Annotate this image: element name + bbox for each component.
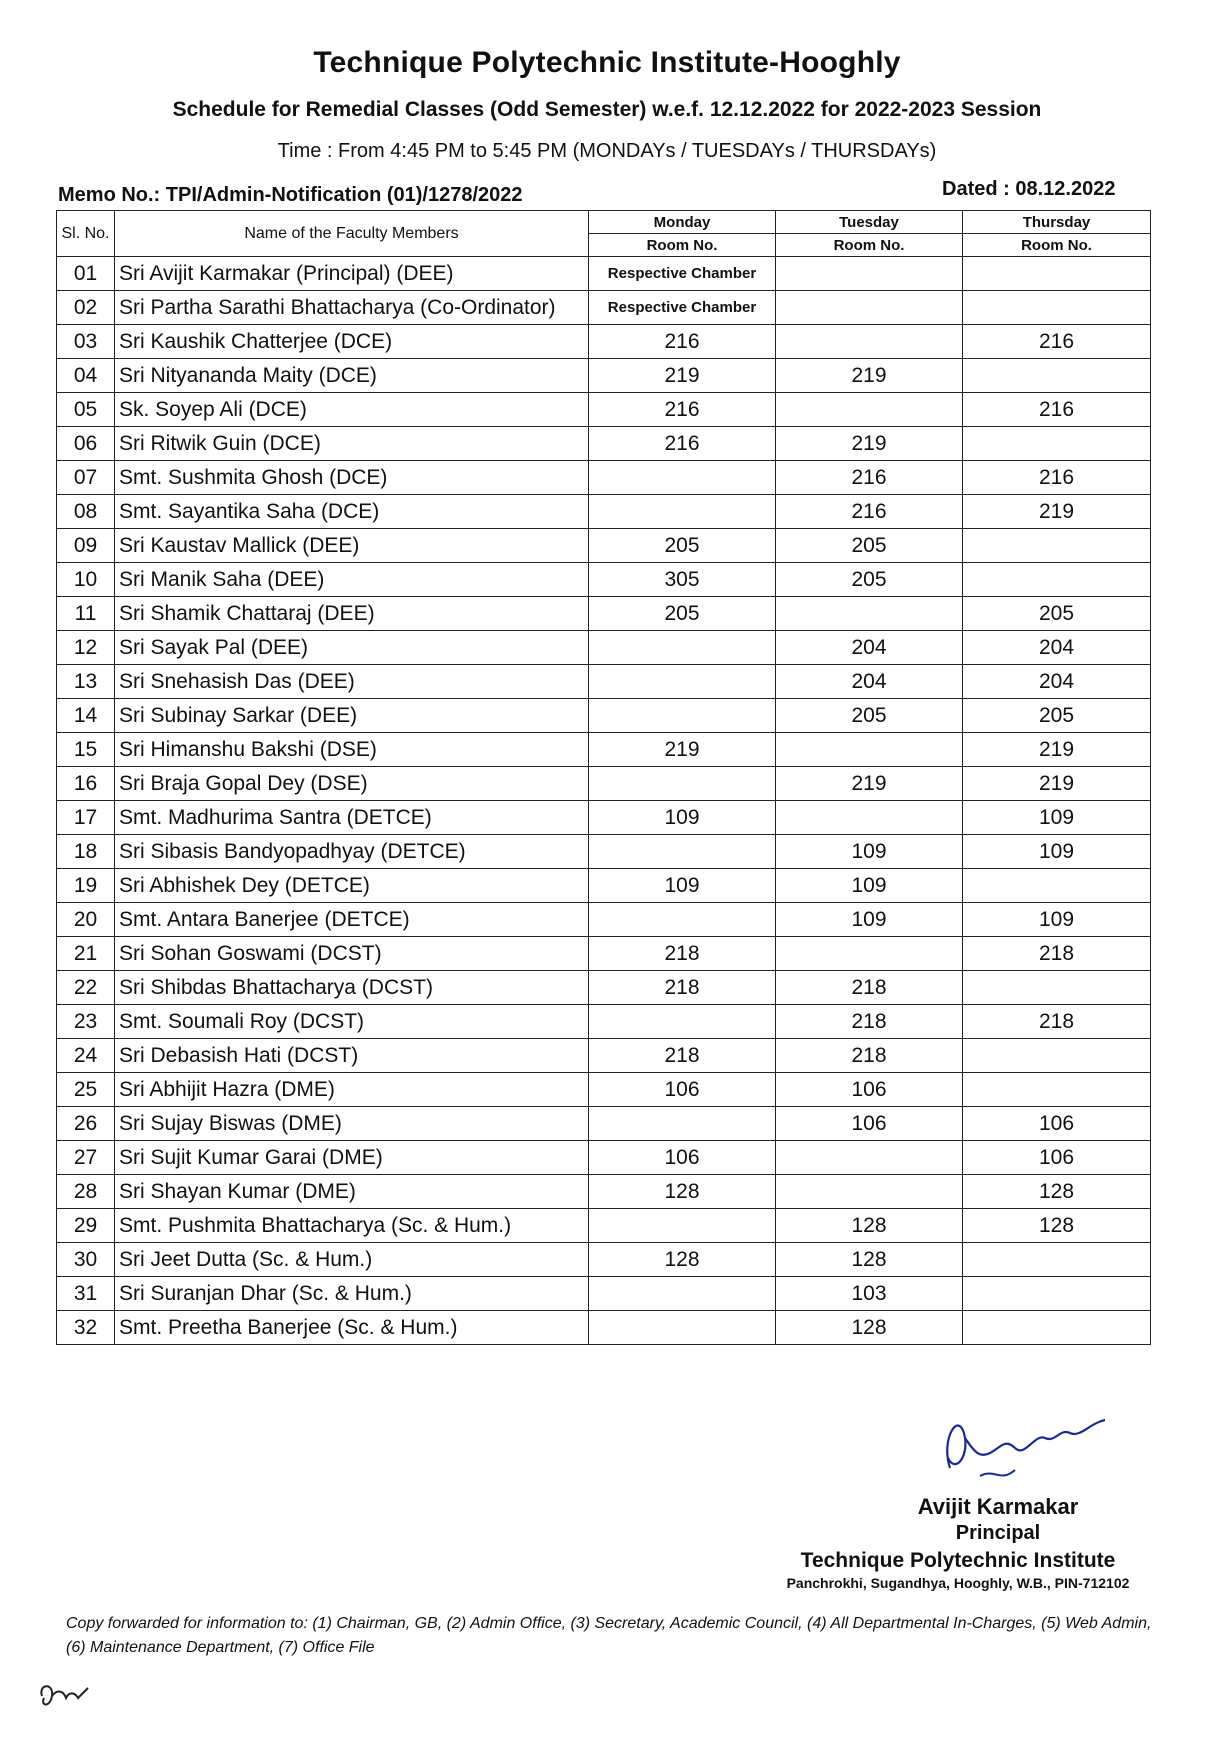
table-row bbox=[57, 1073, 1151, 1107]
faculty-name-cell: Sri Subinay Sarkar (DEE) bbox=[115, 699, 589, 733]
table-row bbox=[57, 563, 1151, 597]
sl-number-cell: 27 bbox=[57, 1141, 115, 1175]
monday-room-cell: 205 bbox=[589, 529, 776, 563]
monday-room-cell bbox=[589, 461, 776, 495]
sl-number-cell: 14 bbox=[57, 699, 115, 733]
tuesday-room-cell: 128 bbox=[776, 1311, 963, 1345]
sl-number-cell: 10 bbox=[57, 563, 115, 597]
sl-number-cell: 11 bbox=[57, 597, 115, 631]
faculty-name-cell: Sri Sujit Kumar Garai (DME) bbox=[115, 1141, 589, 1175]
monday-room-cell: 216 bbox=[589, 427, 776, 461]
faculty-name-cell: Smt. Sushmita Ghosh (DCE) bbox=[115, 461, 589, 495]
sl-number-cell: 32 bbox=[57, 1311, 115, 1345]
tuesday-room-cell: 218 bbox=[776, 1039, 963, 1073]
tuesday-room-cell: 216 bbox=[776, 461, 963, 495]
monday-room-cell bbox=[589, 665, 776, 699]
memo-number: Memo No.: TPI/Admin-Notification (01)/1278/2022 bbox=[58, 184, 523, 206]
tuesday-room-cell: 103 bbox=[776, 1277, 963, 1311]
thursday-room-cell: 219 bbox=[963, 495, 1151, 529]
monday-room-cell: 109 bbox=[589, 869, 776, 903]
table-row bbox=[57, 631, 1151, 665]
thursday-room-cell bbox=[963, 869, 1151, 903]
schedule-title: Schedule for Remedial Classes (Odd Semester) w.e.f. 12.12.2022 for 2022-2023 Session bbox=[172, 98, 1042, 121]
sl-number-cell: 18 bbox=[57, 835, 115, 869]
table-row bbox=[57, 359, 1151, 393]
table-row bbox=[57, 835, 1151, 869]
faculty-name-cell: Sri Kaushik Chatterjee (DCE) bbox=[115, 325, 589, 359]
faculty-name-cell: Sri Partha Sarathi Bhattacharya (Co-Ordinator) bbox=[115, 291, 589, 325]
monday-room-cell: 106 bbox=[589, 1141, 776, 1175]
tuesday-room-cell: 128 bbox=[776, 1209, 963, 1243]
faculty-name-cell: Sri Braja Gopal Dey (DSE) bbox=[115, 767, 589, 801]
monday-room-cell bbox=[589, 495, 776, 529]
copy-forwarded-note: Copy forwarded for information to: (1) Chairman, GB, (2) Admin Office, (3) Secretary, Academic Council, (4) All Departmental In-Charges, (5) Web Admin, (6) Maintenance Department, (7) Office File bbox=[66, 1615, 1152, 1656]
sl-number-cell: 07 bbox=[57, 461, 115, 495]
tuesday-room-cell: 109 bbox=[776, 903, 963, 937]
faculty-name-cell: Smt. Preetha Banerjee (Sc. & Hum.) bbox=[115, 1311, 589, 1345]
table-row bbox=[57, 325, 1151, 359]
faculty-name-cell: Smt. Sayantika Saha (DCE) bbox=[115, 495, 589, 529]
header-faculty-name: Name of the Faculty Members bbox=[115, 211, 589, 257]
memo-date: Dated : 08.12.2022 bbox=[942, 178, 1116, 200]
monday-room-cell bbox=[589, 1005, 776, 1039]
thursday-room-cell: 216 bbox=[963, 461, 1151, 495]
thursday-room-cell: 109 bbox=[963, 835, 1151, 869]
sl-number-cell: 09 bbox=[57, 529, 115, 563]
faculty-name-cell: Sri Sibasis Bandyopadhyay (DETCE) bbox=[115, 835, 589, 869]
header-tuesday-room: Room No. bbox=[776, 234, 963, 257]
table-row bbox=[57, 1107, 1151, 1141]
tuesday-room-cell: 219 bbox=[776, 767, 963, 801]
thursday-room-cell bbox=[963, 1039, 1151, 1073]
thursday-room-cell: 109 bbox=[963, 903, 1151, 937]
sl-number-cell: 16 bbox=[57, 767, 115, 801]
faculty-name-cell: Sri Manik Saha (DEE) bbox=[115, 563, 589, 597]
signatory-name: Avijit Karmakar bbox=[917, 1494, 1079, 1519]
institute-title: Technique Polytechnic Institute-Hooghly bbox=[313, 46, 901, 79]
faculty-name-cell: Sri Sohan Goswami (DCST) bbox=[115, 937, 589, 971]
header-thursday-room: Room No. bbox=[963, 234, 1151, 257]
table-row bbox=[57, 393, 1151, 427]
faculty-name-cell: Sri Debasish Hati (DCST) bbox=[115, 1039, 589, 1073]
tuesday-room-cell: 218 bbox=[776, 1005, 963, 1039]
monday-room-cell: 106 bbox=[589, 1073, 776, 1107]
handwritten-initial-icon bbox=[34, 1674, 94, 1714]
tuesday-room-cell bbox=[776, 291, 963, 325]
thursday-room-cell: 219 bbox=[963, 767, 1151, 801]
tuesday-room-cell: 205 bbox=[776, 529, 963, 563]
thursday-room-cell: 106 bbox=[963, 1141, 1151, 1175]
thursday-room-cell bbox=[963, 359, 1151, 393]
tuesday-room-cell: 109 bbox=[776, 869, 963, 903]
sl-number-cell: 12 bbox=[57, 631, 115, 665]
faculty-name-cell: Smt. Madhurima Santra (DETCE) bbox=[115, 801, 589, 835]
tuesday-room-cell bbox=[776, 257, 963, 291]
faculty-name-cell: Sri Shamik Chattaraj (DEE) bbox=[115, 597, 589, 631]
monday-room-cell: 205 bbox=[589, 597, 776, 631]
table-row bbox=[57, 869, 1151, 903]
table-row bbox=[57, 699, 1151, 733]
sl-number-cell: 26 bbox=[57, 1107, 115, 1141]
thursday-room-cell bbox=[963, 563, 1151, 597]
tuesday-room-cell: 109 bbox=[776, 835, 963, 869]
table-row bbox=[57, 1243, 1151, 1277]
faculty-name-cell: Sri Abhijit Hazra (DME) bbox=[115, 1073, 589, 1107]
tuesday-room-cell bbox=[776, 733, 963, 767]
table-row bbox=[57, 971, 1151, 1005]
sl-number-cell: 29 bbox=[57, 1209, 115, 1243]
monday-room-cell: 218 bbox=[589, 1039, 776, 1073]
thursday-room-cell: 216 bbox=[963, 325, 1151, 359]
monday-room-cell: 305 bbox=[589, 563, 776, 597]
table-row bbox=[57, 461, 1151, 495]
table-row bbox=[57, 597, 1151, 631]
sl-number-cell: 21 bbox=[57, 937, 115, 971]
thursday-room-cell bbox=[963, 291, 1151, 325]
tuesday-room-cell: 128 bbox=[776, 1243, 963, 1277]
schedule-table bbox=[56, 210, 1151, 1345]
table-row bbox=[57, 1141, 1151, 1175]
monday-room-cell bbox=[589, 1209, 776, 1243]
sl-number-cell: 24 bbox=[57, 1039, 115, 1073]
sl-number-cell: 05 bbox=[57, 393, 115, 427]
thursday-room-cell: 205 bbox=[963, 699, 1151, 733]
thursday-room-cell: 106 bbox=[963, 1107, 1151, 1141]
monday-room-cell bbox=[589, 1277, 776, 1311]
sl-number-cell: 17 bbox=[57, 801, 115, 835]
table-row bbox=[57, 495, 1151, 529]
sl-number-cell: 13 bbox=[57, 665, 115, 699]
table-row bbox=[57, 1311, 1151, 1345]
tuesday-room-cell: 106 bbox=[776, 1073, 963, 1107]
sl-number-cell: 04 bbox=[57, 359, 115, 393]
thursday-room-cell: 109 bbox=[963, 801, 1151, 835]
table-row bbox=[57, 937, 1151, 971]
monday-room-cell: 216 bbox=[589, 393, 776, 427]
monday-room-cell bbox=[589, 835, 776, 869]
signatory-designation: Principal bbox=[955, 1522, 1041, 1544]
table-row bbox=[57, 291, 1151, 325]
tuesday-room-cell: 205 bbox=[776, 563, 963, 597]
thursday-room-cell bbox=[963, 1243, 1151, 1277]
tuesday-room-cell: 219 bbox=[776, 359, 963, 393]
thursday-room-cell bbox=[963, 257, 1151, 291]
sl-number-cell: 30 bbox=[57, 1243, 115, 1277]
monday-room-cell bbox=[589, 767, 776, 801]
sl-number-cell: 03 bbox=[57, 325, 115, 359]
thursday-room-cell bbox=[963, 427, 1151, 461]
thursday-room-cell: 204 bbox=[963, 631, 1151, 665]
signatory-address: Panchrokhi, Sugandhya, Hooghly, W.B., PIN-712102 bbox=[786, 1575, 1130, 1591]
thursday-room-cell: 216 bbox=[963, 393, 1151, 427]
faculty-name-cell: Sk. Soyep Ali (DCE) bbox=[115, 393, 589, 427]
thursday-room-cell: 219 bbox=[963, 733, 1151, 767]
faculty-name-cell: Sri Sujay Biswas (DME) bbox=[115, 1107, 589, 1141]
faculty-name-cell: Sri Jeet Dutta (Sc. & Hum.) bbox=[115, 1243, 589, 1277]
faculty-name-cell: Sri Kaustav Mallick (DEE) bbox=[115, 529, 589, 563]
header-monday-room: Room No. bbox=[589, 234, 776, 257]
tuesday-room-cell: 219 bbox=[776, 427, 963, 461]
table-row bbox=[57, 767, 1151, 801]
tuesday-room-cell: 204 bbox=[776, 631, 963, 665]
monday-room-cell bbox=[589, 1311, 776, 1345]
schedule-body bbox=[57, 257, 1151, 1345]
faculty-name-cell: Sri Abhishek Dey (DETCE) bbox=[115, 869, 589, 903]
table-row bbox=[57, 529, 1151, 563]
thursday-room-cell: 218 bbox=[963, 1005, 1151, 1039]
tuesday-room-cell: 218 bbox=[776, 971, 963, 1005]
thursday-room-cell bbox=[963, 1311, 1151, 1345]
sl-number-cell: 02 bbox=[57, 291, 115, 325]
tuesday-room-cell: 204 bbox=[776, 665, 963, 699]
sl-number-cell: 31 bbox=[57, 1277, 115, 1311]
tuesday-room-cell: 205 bbox=[776, 699, 963, 733]
thursday-room-cell bbox=[963, 1073, 1151, 1107]
monday-room-cell: 218 bbox=[589, 971, 776, 1005]
monday-room-cell bbox=[589, 699, 776, 733]
faculty-name-cell: Sri Ritwik Guin (DCE) bbox=[115, 427, 589, 461]
faculty-name-cell: Smt. Soumali Roy (DCST) bbox=[115, 1005, 589, 1039]
thursday-room-cell bbox=[963, 529, 1151, 563]
header-monday: Monday bbox=[589, 211, 776, 234]
table-row bbox=[57, 257, 1151, 291]
monday-room-cell: 109 bbox=[589, 801, 776, 835]
faculty-name-cell: Smt. Pushmita Bhattacharya (Sc. & Hum.) bbox=[115, 1209, 589, 1243]
sl-number-cell: 22 bbox=[57, 971, 115, 1005]
header-sl-no: Sl. No. bbox=[57, 211, 115, 257]
table-row bbox=[57, 1005, 1151, 1039]
thursday-room-cell: 128 bbox=[963, 1209, 1151, 1243]
signatory-block bbox=[758, 1494, 1158, 1591]
monday-room-cell: 216 bbox=[589, 325, 776, 359]
monday-room-cell: 219 bbox=[589, 733, 776, 767]
faculty-name-cell: Sri Sayak Pal (DEE) bbox=[115, 631, 589, 665]
thursday-room-cell: 128 bbox=[963, 1175, 1151, 1209]
table-row bbox=[57, 427, 1151, 461]
tuesday-room-cell bbox=[776, 801, 963, 835]
handwritten-signature-icon bbox=[920, 1398, 1120, 1488]
faculty-name-cell: Smt. Antara Banerjee (DETCE) bbox=[115, 903, 589, 937]
tuesday-room-cell bbox=[776, 1141, 963, 1175]
monday-room-cell: 128 bbox=[589, 1175, 776, 1209]
faculty-name-cell: Sri Himanshu Bakshi (DSE) bbox=[115, 733, 589, 767]
signatory-institute: Technique Polytechnic Institute bbox=[800, 1549, 1116, 1572]
table-row bbox=[57, 1209, 1151, 1243]
faculty-name-cell: Sri Snehasish Das (DEE) bbox=[115, 665, 589, 699]
faculty-name-cell: Sri Nityananda Maity (DCE) bbox=[115, 359, 589, 393]
table-row bbox=[57, 1277, 1151, 1311]
faculty-name-cell: Sri Suranjan Dhar (Sc. & Hum.) bbox=[115, 1277, 589, 1311]
monday-room-cell: Respective Chamber bbox=[589, 291, 776, 325]
sl-number-cell: 08 bbox=[57, 495, 115, 529]
faculty-name-cell: Sri Shayan Kumar (DME) bbox=[115, 1175, 589, 1209]
tuesday-room-cell bbox=[776, 393, 963, 427]
tuesday-room-cell: 216 bbox=[776, 495, 963, 529]
thursday-room-cell bbox=[963, 971, 1151, 1005]
thursday-room-cell: 218 bbox=[963, 937, 1151, 971]
tuesday-room-cell bbox=[776, 937, 963, 971]
tuesday-room-cell bbox=[776, 325, 963, 359]
sl-number-cell: 25 bbox=[57, 1073, 115, 1107]
sl-number-cell: 19 bbox=[57, 869, 115, 903]
monday-room-cell: 218 bbox=[589, 937, 776, 971]
monday-room-cell bbox=[589, 631, 776, 665]
monday-room-cell: 219 bbox=[589, 359, 776, 393]
sl-number-cell: 15 bbox=[57, 733, 115, 767]
thursday-room-cell: 204 bbox=[963, 665, 1151, 699]
sl-number-cell: 01 bbox=[57, 257, 115, 291]
monday-room-cell: Respective Chamber bbox=[589, 257, 776, 291]
table-row bbox=[57, 1175, 1151, 1209]
monday-room-cell bbox=[589, 1107, 776, 1141]
tuesday-room-cell: 106 bbox=[776, 1107, 963, 1141]
class-time: Time : From 4:45 PM to 5:45 PM (MONDAYs / TUESDAYs / THURSDAYs) bbox=[277, 140, 937, 162]
table-row bbox=[57, 665, 1151, 699]
sl-number-cell: 20 bbox=[57, 903, 115, 937]
faculty-name-cell: Sri Avijit Karmakar (Principal) (DEE) bbox=[115, 257, 589, 291]
header-tuesday: Tuesday bbox=[776, 211, 963, 234]
table-row bbox=[57, 801, 1151, 835]
table-row bbox=[57, 903, 1151, 937]
faculty-name-cell: Sri Shibdas Bhattacharya (DCST) bbox=[115, 971, 589, 1005]
thursday-room-cell: 205 bbox=[963, 597, 1151, 631]
sl-number-cell: 28 bbox=[57, 1175, 115, 1209]
tuesday-room-cell bbox=[776, 597, 963, 631]
tuesday-room-cell bbox=[776, 1175, 963, 1209]
header-thursday: Thursday bbox=[963, 211, 1151, 234]
sl-number-cell: 23 bbox=[57, 1005, 115, 1039]
table-row bbox=[57, 1039, 1151, 1073]
thursday-room-cell bbox=[963, 1277, 1151, 1311]
table-row bbox=[57, 733, 1151, 767]
monday-room-cell: 128 bbox=[589, 1243, 776, 1277]
monday-room-cell bbox=[589, 903, 776, 937]
sl-number-cell: 06 bbox=[57, 427, 115, 461]
